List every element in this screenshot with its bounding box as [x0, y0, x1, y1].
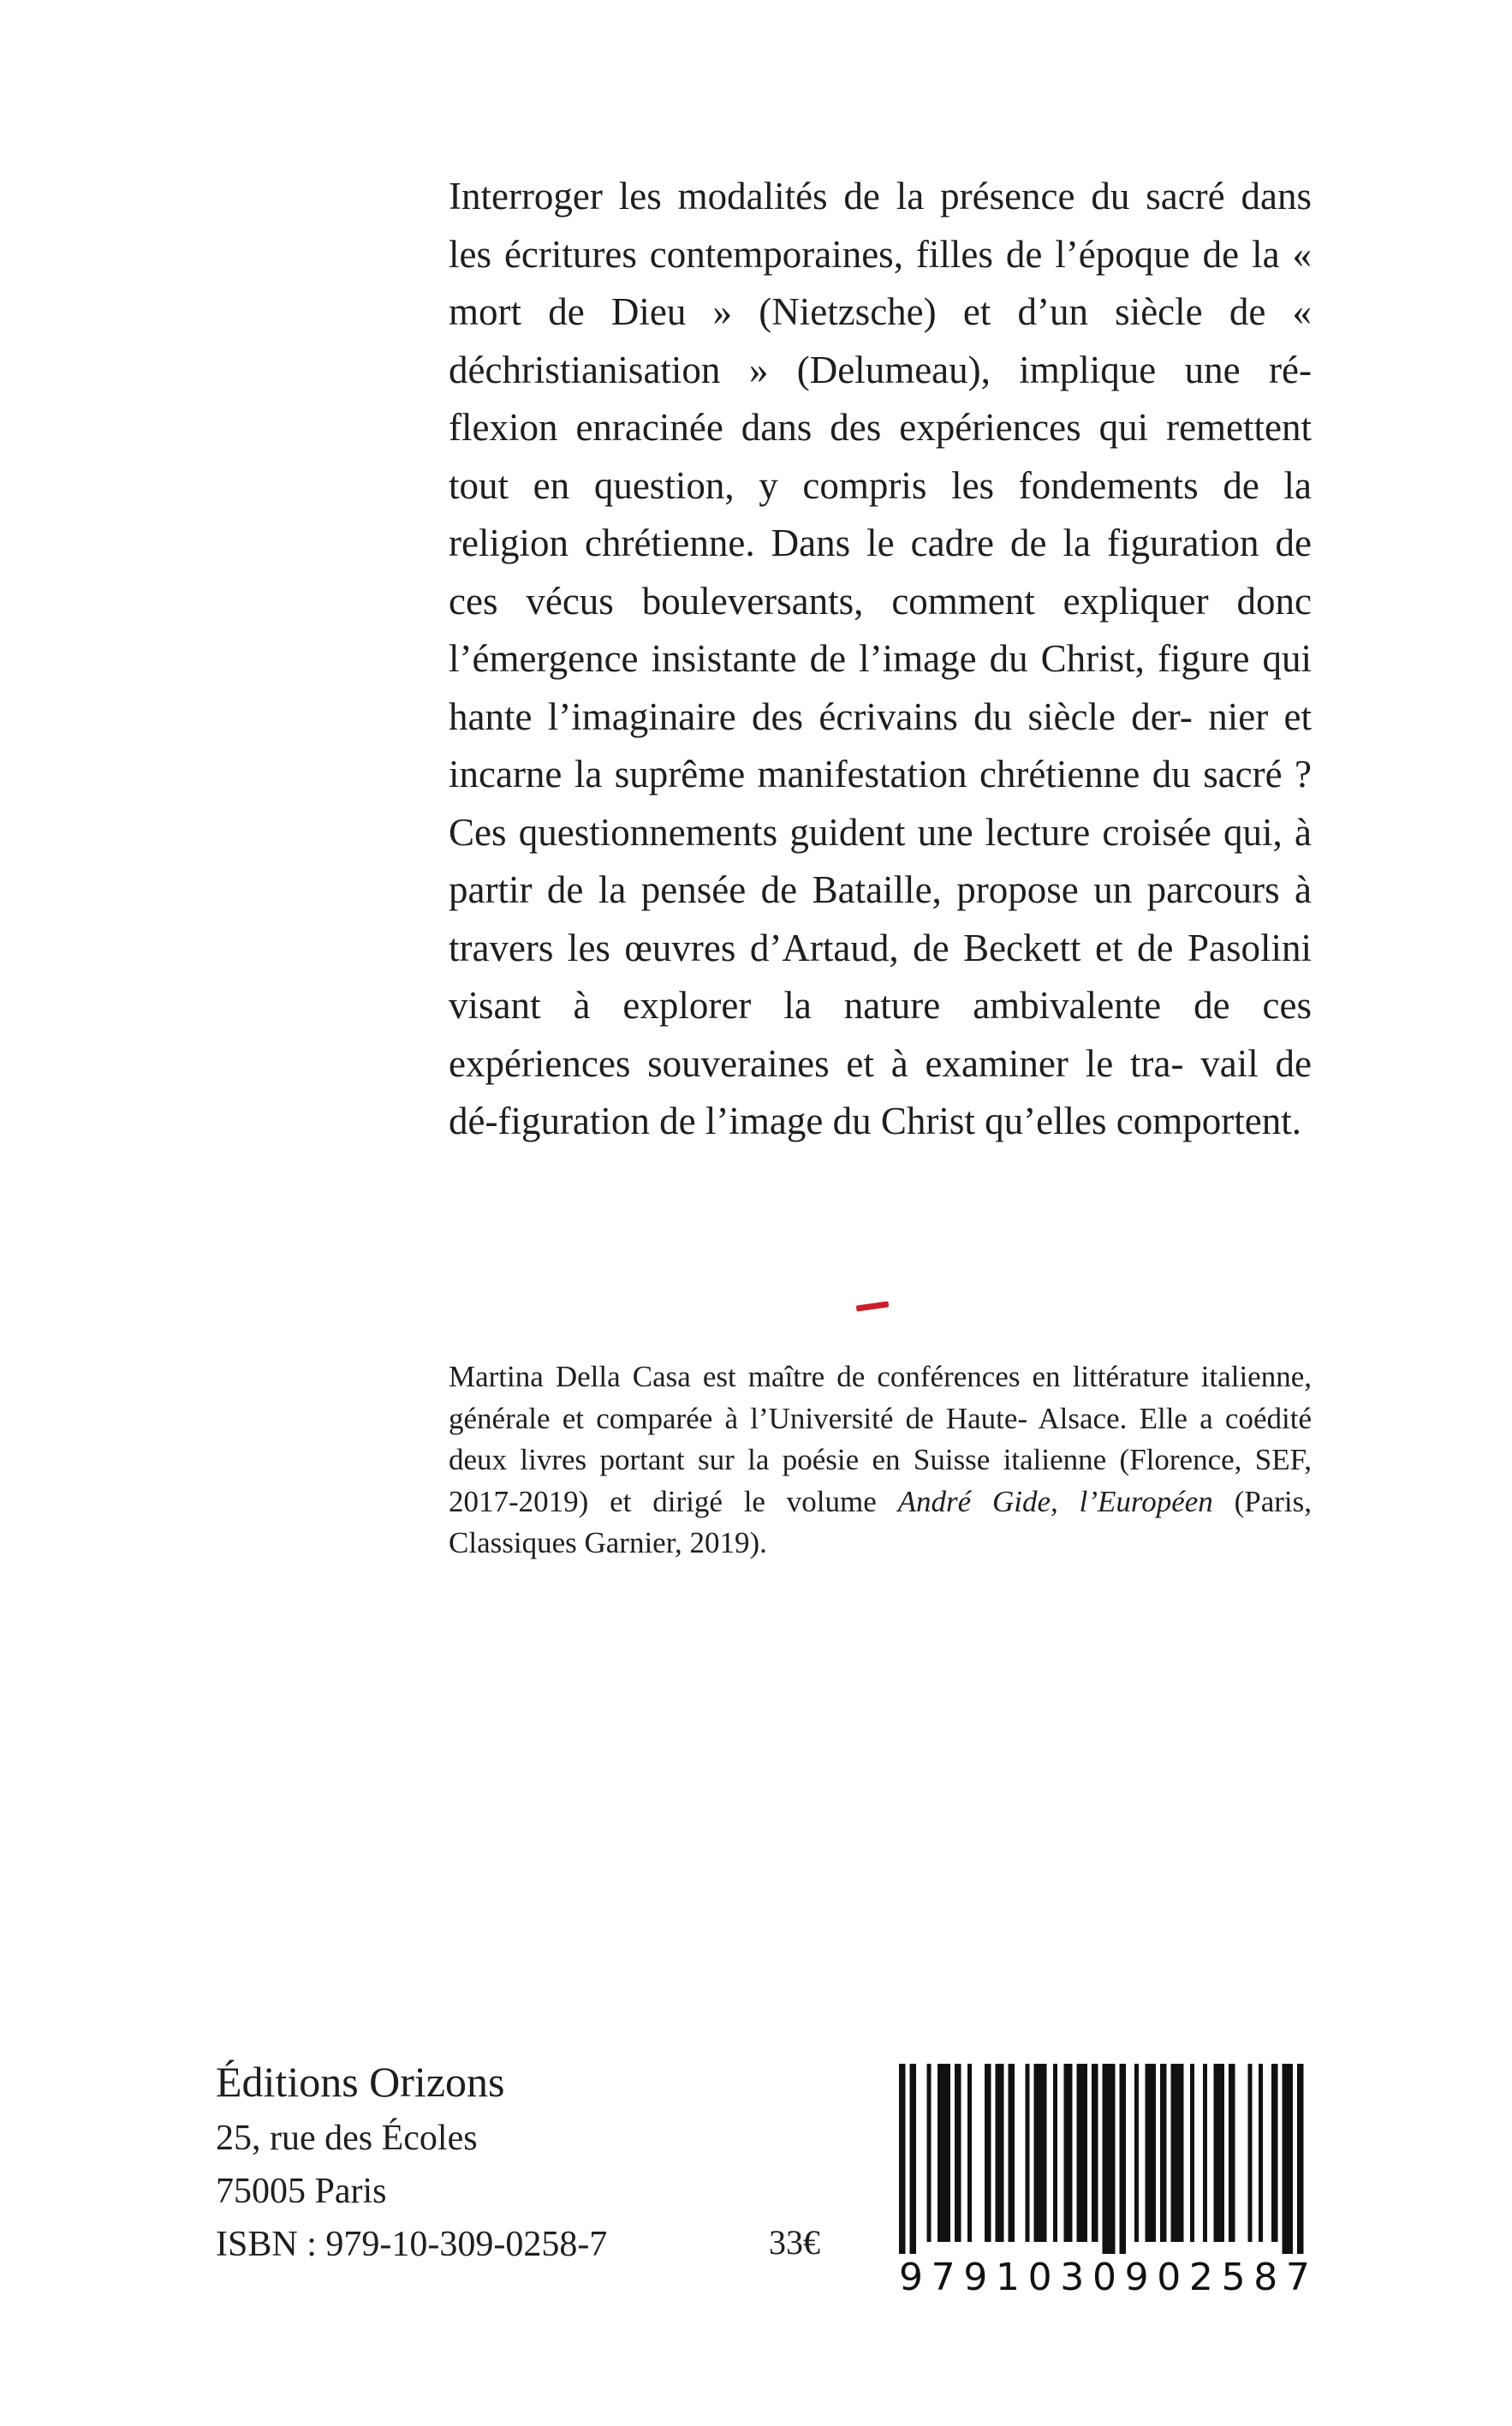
- blurb-line: vail de dé-figuration de l’image du Christ qu’elles: [449, 1041, 1313, 1142]
- barcode-bar: [1064, 2064, 1073, 2242]
- barcode: [899, 2064, 1310, 2299]
- barcode-bar: [955, 2064, 961, 2242]
- barcode-digit: 8: [1253, 2256, 1278, 2299]
- blurb-line: et de Pasolini visant à explorer la nature ambivalente: [449, 926, 1313, 1027]
- barcode-digit: 9: [1124, 2256, 1149, 2299]
- barcode-bar: [985, 2064, 991, 2242]
- red-divider-mark: [856, 1301, 890, 1311]
- price: 33€: [769, 2223, 820, 2262]
- blurb-line: de ces vécus bouleversants, comment expliquer donc: [449, 522, 1313, 623]
- barcode-digit: 0: [1027, 2256, 1052, 2299]
- barcode-bar: [1214, 2064, 1225, 2242]
- barcode-bar: [927, 2064, 932, 2242]
- barcode-bar: [1229, 2064, 1235, 2242]
- barcode-digit: 9: [963, 2256, 988, 2299]
- blurb-line: les écritures contemporaines, filles de l’époque de: [449, 232, 1240, 276]
- blurb-line: religion chrétienne. Dans le cadre de la figuration: [449, 522, 1259, 564]
- barcode-bar: [1190, 2064, 1194, 2242]
- bio-line: Suisse italienne (Florence, SEF, 2017-2019) et dirigé le volume: [449, 1443, 1313, 1518]
- publisher-street: 25, rue des Écoles: [216, 2119, 478, 2158]
- blurb-line: un parcours à travers les œuvres d’Artaud, de Beckett: [449, 868, 1313, 969]
- barcode-digit: 1: [995, 2256, 1020, 2299]
- publisher-city: 75005 Paris: [216, 2172, 387, 2211]
- barcode-bar: [1034, 2064, 1047, 2242]
- barcode-bar: [1077, 2064, 1088, 2242]
- blurb-line: flexion enracinée dans des expériences qui remettent: [449, 406, 1312, 449]
- blurb-line: l’émergence insistante de l’image du Christ, figure: [449, 637, 1250, 680]
- barcode-bar: [1248, 2064, 1253, 2242]
- barcode-digit: 7: [931, 2256, 955, 2299]
- bio-line: (Paris, Classiques Garnier, 2019).: [449, 1484, 1313, 1559]
- author-bio: [449, 1356, 1312, 1565]
- barcode-digit: 9: [899, 2256, 923, 2299]
- blurb-line: « déchristianisation » (Delumeau), implique une ré-: [449, 290, 1312, 391]
- blurb-text: [449, 168, 1312, 1151]
- barcode-bar: [1160, 2064, 1167, 2242]
- barcode-digit: 3: [1060, 2256, 1085, 2299]
- blurb-line: qui hante l’imaginaire des écrivains du siècle der-: [449, 637, 1313, 738]
- barcode-bar: [1283, 2064, 1294, 2254]
- barcode-bar: [1009, 2064, 1015, 2242]
- barcode-bar: [1134, 2064, 1139, 2242]
- barcode-bar: [967, 2064, 972, 2242]
- bio-line: italienne, générale et comparée à l’Université de Haute-: [449, 1360, 1313, 1435]
- barcode-bar: [1026, 2064, 1030, 2242]
- blurb-line: la « mort de Dieu » (Nietzsche) et d’un siècle de: [449, 232, 1312, 333]
- barcode-digit: 0: [1092, 2256, 1116, 2299]
- publisher-block: [216, 2052, 607, 2271]
- barcode-digit: 5: [1221, 2256, 1246, 2299]
- barcode-bar: [1092, 2064, 1098, 2242]
- barcode-digit: 7: [1285, 2256, 1310, 2299]
- barcode-bar: [1271, 2064, 1278, 2242]
- blurb-line: tout en question, y compris les fondements de la: [449, 463, 1312, 507]
- barcode-digit: 2: [1188, 2256, 1213, 2299]
- blurb-line: croisée qui, à partir de la pensée de Bataille, propose: [449, 810, 1312, 911]
- bio-book-title: André Gide, l’Européen: [897, 1484, 1213, 1518]
- publisher-name: Éditions Orizons: [216, 2058, 505, 2106]
- blurb-line: Interroger les modalités de la présence du sacré dans: [449, 175, 1312, 218]
- bio-line: Alsace. Elle a coédité deux livres portant sur la poésie en: [449, 1401, 1312, 1476]
- barcode-bar: [1120, 2064, 1127, 2254]
- blurb-line: comportent.: [1116, 1100, 1301, 1142]
- barcode-digits: [899, 2257, 1310, 2298]
- barcode-bar: [1259, 2064, 1263, 2242]
- bio-line: Martina Della Casa est maître de conférences en littérature: [449, 1360, 1189, 1393]
- barcode-bar: [996, 2064, 1004, 2242]
- blurb-line: nier et incarne la suprême manifestation chrétienne: [449, 694, 1313, 796]
- barcode-digit: 0: [1157, 2256, 1182, 2299]
- barcode-bar: [1103, 2064, 1116, 2254]
- barcode-bar: [1297, 2064, 1304, 2254]
- barcode-bar: [938, 2064, 950, 2242]
- blurb-line: de ces expériences souveraines et à examiner le tra-: [449, 984, 1313, 1085]
- barcode-bar: [1203, 2064, 1207, 2242]
- barcode-bar: [910, 2064, 917, 2254]
- barcode-bar: [1171, 2064, 1184, 2242]
- isbn-number: ISBN : 979-10-309-0258-7: [216, 2225, 608, 2264]
- barcode-bars: [899, 2064, 1310, 2254]
- blurb-line: du sacré ? Ces questionnements guident une lecture: [449, 753, 1312, 854]
- barcode-bar: [1146, 2064, 1157, 2242]
- barcode-bar: [899, 2064, 906, 2254]
- barcode-bar: [1053, 2064, 1057, 2242]
